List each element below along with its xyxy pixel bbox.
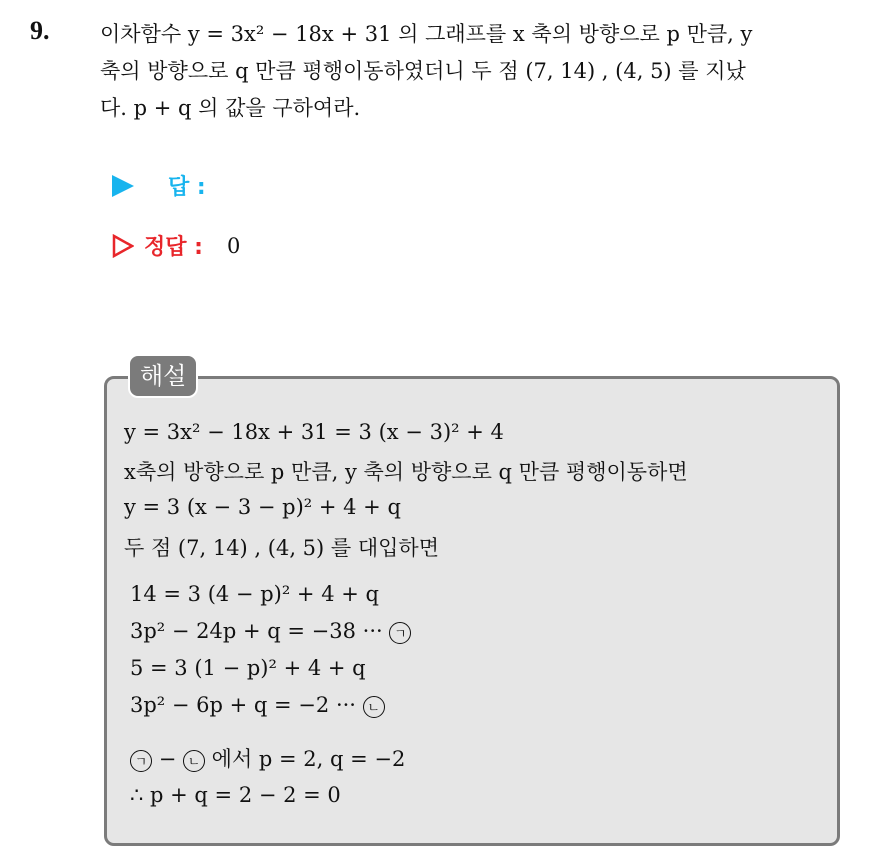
equation-b: 3p² − 6p + q = −2 ··· [130, 693, 356, 717]
equation-a: 3p² − 24p + q = −38 ··· [130, 619, 383, 643]
circled-nieun: ㄴ [363, 696, 385, 718]
play-triangle-icon [112, 175, 134, 197]
question-line-1: 이차함수 y = 3x² − 18x + 31 의 그래프를 x 축의 방향으로 p 만큼, y [100, 22, 753, 46]
question-line-3: 다. p + q 의 값을 구하여라. [100, 96, 361, 120]
result-text: 에서 p = 2, q = −2 [211, 747, 406, 771]
solution-line-5: 14 = 3 (4 − p)² + 4 + q [130, 582, 379, 606]
solution-line-4: 두 점 (7, 14) , (4, 5) 를 대입하면 [124, 536, 440, 560]
outline-triangle-icon [112, 234, 134, 258]
question-number: 9. [30, 16, 50, 45]
solution-line-3: y = 3 (x − 3 − p)² + 4 + q [124, 495, 401, 519]
circled-nieun-2: ㄴ [183, 750, 205, 772]
circled-giyeok: ㄱ [389, 622, 411, 644]
solution-line-9 [130, 743, 405, 773]
answer-row [112, 170, 206, 201]
question-line-2: 축의 방향으로 q 만큼 평행이동하였더니 두 점 (7, 14) , (4, 5) 를 지났 [100, 59, 746, 83]
correct-answer-value: 0 [226, 233, 241, 258]
minus-sign: − [158, 747, 177, 771]
solution-line-7: 5 = 3 (1 − p)² + 4 + q [130, 656, 366, 680]
solution-line-8 [130, 693, 385, 718]
solution-line-2: x축의 방향으로 p 만큼, y 축의 방향으로 q 만큼 평행이동하면 [124, 460, 688, 484]
solution-line-6 [130, 619, 411, 644]
circled-giyeok-2: ㄱ [130, 750, 152, 772]
correct-answer-row [112, 230, 240, 261]
answer-label: 답 : [168, 175, 206, 200]
solution-box [104, 376, 840, 846]
solution-line-10: ∴ p + q = 2 − 2 = 0 [130, 783, 341, 807]
correct-answer-label: 정답 : [144, 235, 203, 260]
solution-tag: 해설 [128, 354, 198, 398]
solution-line-1: y = 3x² − 18x + 31 = 3 (x − 3)² + 4 [124, 420, 504, 444]
